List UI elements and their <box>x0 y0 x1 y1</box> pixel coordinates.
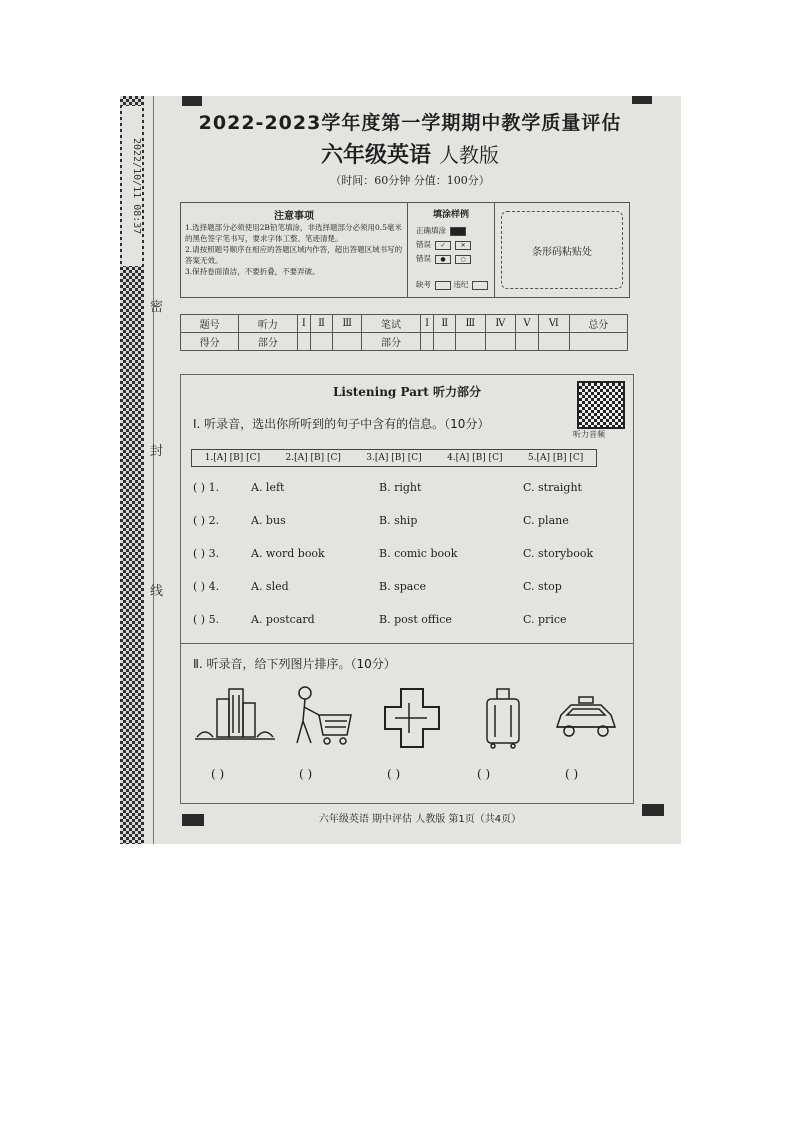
absent-box[interactable] <box>472 281 488 290</box>
missing-box[interactable] <box>435 281 451 290</box>
fill-correct <box>416 225 466 236</box>
answer-paren[interactable]: ( ) 1. <box>193 481 220 494</box>
shopping-cart-icon <box>289 685 355 749</box>
score-cell: Ⅰ <box>297 315 311 333</box>
option-b: B. post office <box>379 613 452 626</box>
answer-grid <box>191 449 597 467</box>
check-mark-icon: ✓ <box>435 241 451 250</box>
hospital-cross-icon <box>381 685 443 749</box>
picture-order-paren[interactable]: ( ) <box>477 767 491 781</box>
answer-bubble[interactable]: 1.[A] [B] [C] <box>204 453 261 463</box>
option-c: C. stop <box>523 580 562 593</box>
seal-char-feng: 封 <box>150 444 164 459</box>
option-a: A. word book <box>251 547 325 560</box>
score-cell: 总分 <box>569 315 627 333</box>
score-row-header <box>181 315 628 333</box>
picture-order-paren[interactable]: ( ) <box>387 767 401 781</box>
answer-bubble[interactable]: 3.[A] [B] [C] <box>366 453 422 463</box>
fill-wrong-1 <box>416 239 471 250</box>
score-input[interactable] <box>569 333 627 351</box>
notice-box <box>180 202 630 298</box>
exam-meta: （时间：60分钟 分值：100分） <box>330 174 490 187</box>
suitcase-icon <box>481 685 525 749</box>
question-2-heading: Ⅱ. 听录音，给下列图片排序。（10分） <box>193 657 396 671</box>
fill-status <box>416 279 488 290</box>
fill-example-title: 填涂样例 <box>432 210 469 220</box>
score-input[interactable] <box>297 333 311 351</box>
score-cell: Ⅴ <box>516 315 539 333</box>
option-c: C. straight <box>523 481 582 494</box>
listening-section <box>180 374 634 804</box>
score-input[interactable] <box>311 333 333 351</box>
score-cell: 笔试 <box>362 315 420 333</box>
option-a: A. postcard <box>251 613 315 626</box>
score-cell: Ⅲ <box>332 315 362 333</box>
score-input[interactable] <box>485 333 516 351</box>
question-row <box>193 580 613 598</box>
listening-title: Listening Part 听力部分 <box>332 385 482 399</box>
note-item: 3.保持卷面清洁，不要折叠，不要弄破。 <box>185 267 320 276</box>
cross-mark-icon: ✕ <box>455 241 471 250</box>
city-buildings-icon <box>195 685 275 749</box>
fill-wrong-label: 错误 <box>416 254 431 263</box>
corner-mark <box>632 96 652 104</box>
missing-label: 缺考 <box>416 280 431 289</box>
option-c: C. plane <box>523 514 569 527</box>
fill-wrong-label: 错误 <box>416 240 431 249</box>
dot-mark-icon: ● <box>435 255 451 264</box>
exam-title: 2022-2023学年度第一学期期中教学质量评估 <box>198 112 622 134</box>
notes-title: 注意事项 <box>274 211 314 222</box>
section-divider <box>181 643 633 644</box>
absent-label: 违纪 <box>453 280 469 289</box>
exam-subject <box>180 138 640 169</box>
answer-bubble[interactable]: 2.[A] [B] [C] <box>285 453 341 463</box>
fill-correct-label: 正确填涂 <box>416 226 446 235</box>
question-row <box>193 613 613 631</box>
exam-photo <box>120 96 681 844</box>
option-a: A. sled <box>251 580 289 593</box>
answer-paren[interactable]: ( ) 3. <box>193 547 220 560</box>
score-cell: 部分 <box>362 333 420 351</box>
subject-name: 六年级英语 <box>320 142 431 168</box>
score-cell: Ⅲ <box>456 315 486 333</box>
barcode-area: 条形码粘贴处 <box>501 211 623 289</box>
score-input[interactable] <box>420 333 434 351</box>
picture-order-paren[interactable]: ( ) <box>299 767 313 781</box>
score-cell: Ⅳ <box>485 315 516 333</box>
score-cell: Ⅵ <box>538 315 569 333</box>
score-cell: Ⅱ <box>311 315 333 333</box>
score-input[interactable] <box>434 333 456 351</box>
edition-name: 人教版 <box>439 143 499 167</box>
question-row <box>193 547 613 565</box>
score-input[interactable] <box>516 333 539 351</box>
qr-label: 听力音频 <box>573 430 605 439</box>
question-row <box>193 514 613 532</box>
fill-example-panel <box>408 203 495 297</box>
score-cell: 听力 <box>239 315 297 333</box>
option-c: C. storybook <box>523 547 594 560</box>
picture-order-paren[interactable]: ( ) <box>211 767 225 781</box>
score-cell: Ⅰ <box>420 315 434 333</box>
option-a: A. bus <box>251 514 286 527</box>
picture-order-paren[interactable]: ( ) <box>565 767 579 781</box>
option-b: B. comic book <box>379 547 458 560</box>
option-a: A. left <box>251 481 285 494</box>
corner-mark <box>182 96 202 106</box>
option-c: C. price <box>523 613 567 626</box>
fill-wrong-2 <box>416 253 471 264</box>
score-input[interactable] <box>332 333 362 351</box>
date-stamp: 2022/10/11 08:37 <box>122 106 142 266</box>
seal-char-xian: 线 <box>150 584 164 599</box>
solid-mark-icon <box>450 227 466 236</box>
score-cell: 题号 <box>181 315 239 333</box>
answer-bubble[interactable]: 4.[A] [B] [C] <box>447 453 503 463</box>
notes-panel <box>181 203 408 297</box>
note-item: 1.选择题部分必须使用2B铅笔填涂，非选择题部分必须用0.5毫米的黑色签字笔书写，要求字体工整、笔迹清楚。 <box>185 223 402 243</box>
option-b: B. ship <box>379 514 418 527</box>
score-row-values <box>181 333 628 351</box>
page-footer: 六年级英语 期中评估 人教版 第1页（共4页） <box>318 814 522 825</box>
binding-line <box>153 96 154 844</box>
answer-paren[interactable]: ( ) 5. <box>193 613 220 626</box>
answer-paren[interactable]: ( ) 2. <box>193 514 220 527</box>
taxi-icon <box>553 685 619 749</box>
question-row <box>193 481 613 499</box>
score-input[interactable] <box>538 333 569 351</box>
score-cell: 部分 <box>239 333 297 351</box>
score-table <box>180 314 628 351</box>
option-b: B. space <box>379 580 426 593</box>
option-b: B. right <box>379 481 422 494</box>
note-item: 2.请按照题号顺序在相应的答题区域内作答，超出答题区域书写的答案无效。 <box>185 245 403 265</box>
answer-bubble[interactable]: 5.[A] [B] [C] <box>527 453 584 463</box>
score-cell: Ⅱ <box>434 315 456 333</box>
score-input[interactable] <box>456 333 486 351</box>
corner-mark <box>182 814 204 826</box>
circle-mark-icon: ○ <box>455 255 471 264</box>
seal-char-mi: 密 <box>150 300 164 315</box>
answer-paren[interactable]: ( ) 4. <box>193 580 220 593</box>
corner-mark <box>642 804 664 816</box>
qr-code-icon[interactable] <box>577 381 625 429</box>
question-1-heading: Ⅰ. 听录音，选出你所听到的句子中含有的信息。（10分） <box>193 417 490 431</box>
score-cell: 得分 <box>181 333 239 351</box>
